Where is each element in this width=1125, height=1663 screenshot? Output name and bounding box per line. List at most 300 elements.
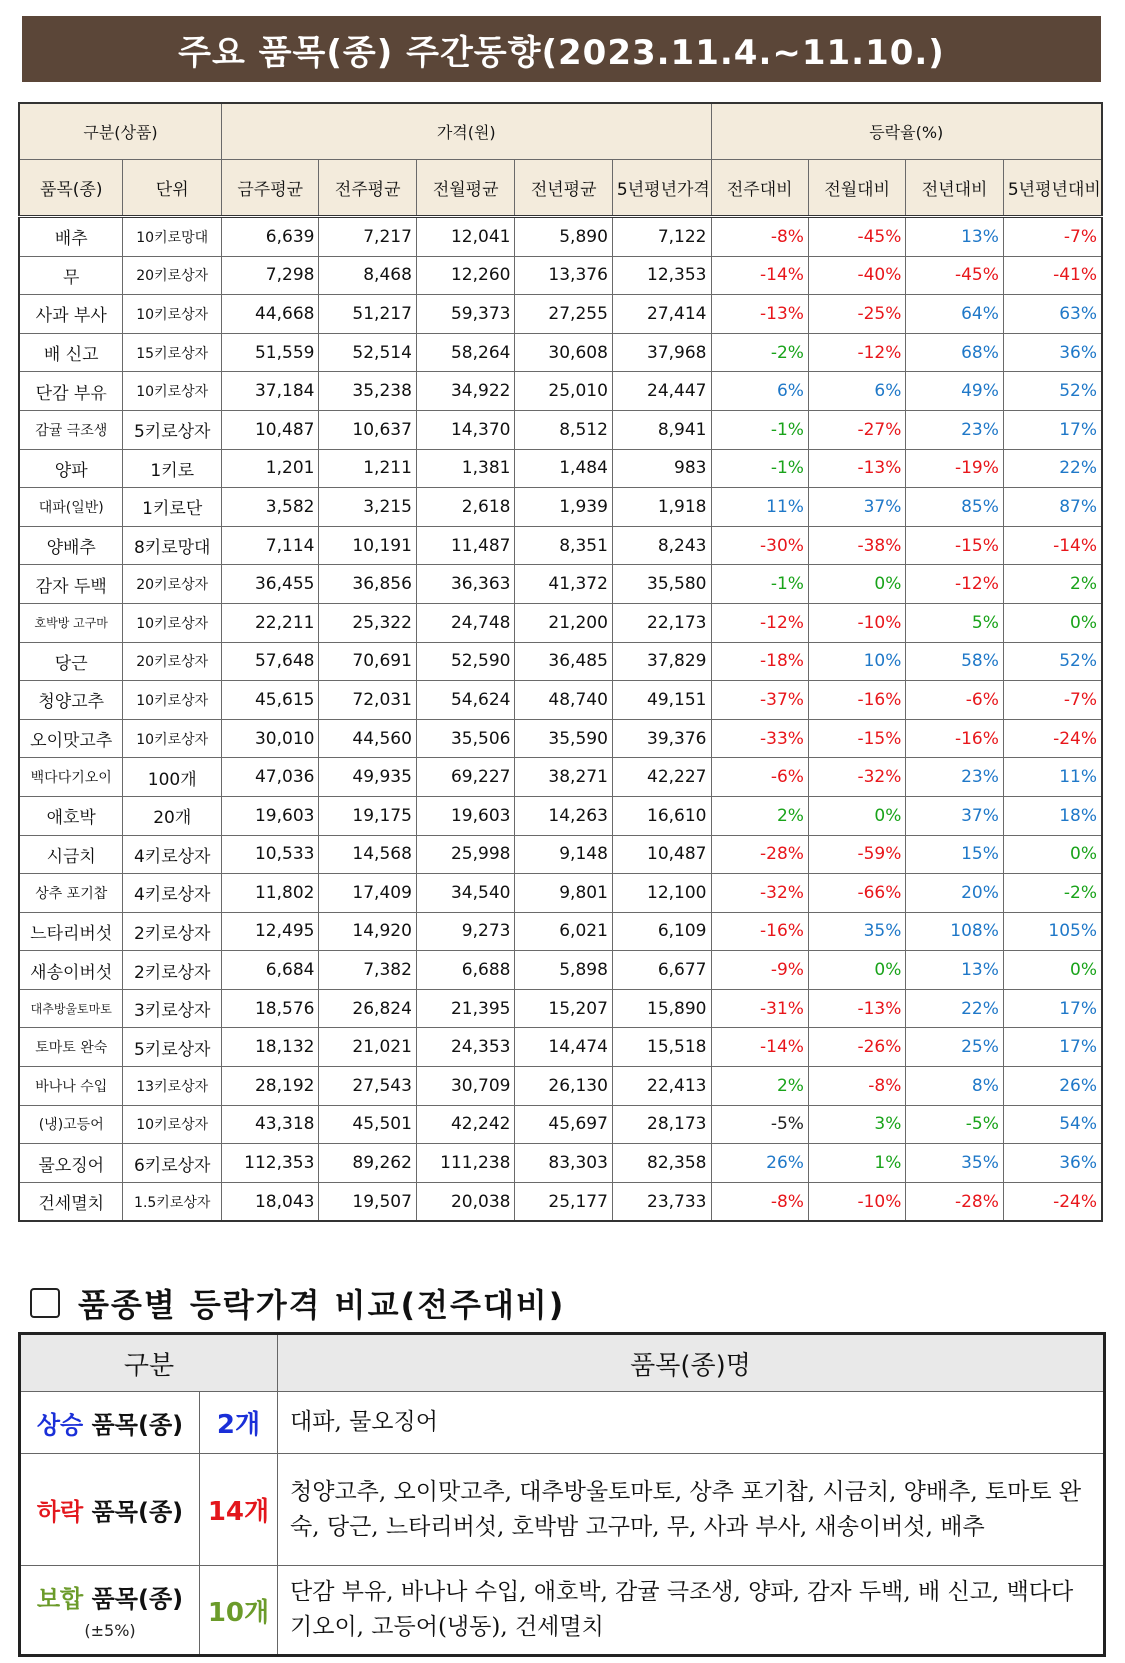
column-header: 품목(종) — [19, 160, 123, 217]
price-cell: 25,010 — [515, 372, 612, 411]
item-name: 토마토 완숙 — [19, 1028, 123, 1067]
price-cell: 21,021 — [319, 1028, 416, 1067]
price-cell: 3,582 — [222, 488, 319, 527]
price-cell: 21,200 — [515, 603, 612, 642]
column-header: 금주평균 — [222, 160, 319, 217]
table-row — [19, 526, 1102, 565]
rate-cell: -26% — [808, 1028, 905, 1067]
price-cell: 11,487 — [416, 526, 515, 565]
rate-cell: 37% — [906, 796, 1003, 835]
price-cell: 6,684 — [222, 951, 319, 990]
price-cell: 1,211 — [319, 449, 416, 488]
item-unit: 10키로상자 — [123, 295, 222, 334]
report-title: 주요 품목(종) 주간동향(2023.11.4.~11.10.) — [22, 16, 1101, 82]
item-name: 대추방울토마토 — [19, 989, 123, 1028]
price-cell: 26,130 — [515, 1067, 612, 1106]
item-unit: 10키로상자 — [123, 719, 222, 758]
price-cell: 6,639 — [222, 217, 319, 257]
rate-cell: -14% — [1003, 526, 1102, 565]
table-row — [19, 410, 1102, 449]
item-unit: 13키로상자 — [123, 1067, 222, 1106]
price-cell: 2,618 — [416, 488, 515, 527]
price-cell: 7,298 — [222, 256, 319, 295]
rate-cell: -18% — [711, 642, 808, 681]
price-cell: 44,668 — [222, 295, 319, 334]
rate-cell: 68% — [906, 333, 1003, 372]
item-name: 감자 두백 — [19, 565, 123, 604]
price-cell: 6,109 — [612, 912, 711, 951]
rate-cell: -24% — [1003, 719, 1102, 758]
column-header: 전월평균 — [416, 160, 515, 217]
price-cell: 1,484 — [515, 449, 612, 488]
rate-cell: -32% — [808, 758, 905, 797]
price-cell: 9,273 — [416, 912, 515, 951]
rate-cell: -13% — [808, 989, 905, 1028]
price-cell: 42,227 — [612, 758, 711, 797]
rate-cell: 0% — [808, 951, 905, 990]
price-cell: 22,211 — [222, 603, 319, 642]
item-name: 상추 포기찹 — [19, 874, 123, 913]
price-cell: 49,935 — [319, 758, 416, 797]
rate-cell: -8% — [711, 217, 808, 257]
price-cell: 10,487 — [222, 410, 319, 449]
price-cell: 19,603 — [416, 796, 515, 835]
rate-cell: -13% — [711, 295, 808, 334]
rate-cell: 25% — [906, 1028, 1003, 1067]
rate-cell: 17% — [1003, 410, 1102, 449]
price-cell: 45,697 — [515, 1105, 612, 1144]
item-unit: 1.5키로상자 — [123, 1182, 222, 1221]
price-cell: 49,151 — [612, 681, 711, 720]
price-cell: 30,608 — [515, 333, 612, 372]
price-cell: 27,414 — [612, 295, 711, 334]
rate-cell: 26% — [711, 1144, 808, 1183]
down-count: 14개 — [200, 1454, 278, 1566]
rate-cell: 64% — [906, 295, 1003, 334]
table-row — [19, 796, 1102, 835]
price-cell: 111,238 — [416, 1144, 515, 1183]
price-cell: 17,409 — [319, 874, 416, 913]
price-cell: 7,382 — [319, 951, 416, 990]
price-cell: 1,918 — [612, 488, 711, 527]
price-cell: 42,242 — [416, 1105, 515, 1144]
price-cell: 11,802 — [222, 874, 319, 913]
price-cell: 36,455 — [222, 565, 319, 604]
price-cell: 25,998 — [416, 835, 515, 874]
item-name: 당근 — [19, 642, 123, 681]
price-cell: 27,543 — [319, 1067, 416, 1106]
price-cell: 13,376 — [515, 256, 612, 295]
price-cell: 18,043 — [222, 1182, 319, 1221]
rate-cell: -10% — [808, 1182, 905, 1221]
rate-cell: -19% — [906, 449, 1003, 488]
price-cell: 14,474 — [515, 1028, 612, 1067]
flat-range-note: (±5%) — [84, 1620, 136, 1640]
rate-cell: 26% — [1003, 1067, 1102, 1106]
item-unit: 20키로상자 — [123, 642, 222, 681]
price-cell: 44,560 — [319, 719, 416, 758]
rate-cell: 108% — [906, 912, 1003, 951]
rate-cell: -28% — [906, 1182, 1003, 1221]
item-unit: 1키로단 — [123, 488, 222, 527]
price-cell: 24,353 — [416, 1028, 515, 1067]
rate-cell: 18% — [1003, 796, 1102, 835]
rate-cell: -66% — [808, 874, 905, 913]
rate-cell: -8% — [711, 1182, 808, 1221]
rate-cell: -31% — [711, 989, 808, 1028]
price-cell: 69,227 — [416, 758, 515, 797]
price-cell: 16,610 — [612, 796, 711, 835]
price-cell: 41,372 — [515, 565, 612, 604]
price-cell: 14,263 — [515, 796, 612, 835]
rate-cell: -16% — [906, 719, 1003, 758]
price-cell: 30,010 — [222, 719, 319, 758]
table-row — [19, 681, 1102, 720]
rate-cell: 22% — [906, 989, 1003, 1028]
rate-cell: -12% — [711, 603, 808, 642]
price-cell: 15,518 — [612, 1028, 711, 1067]
rate-cell: -8% — [808, 1067, 905, 1106]
item-unit: 20키로상자 — [123, 565, 222, 604]
price-cell: 12,495 — [222, 912, 319, 951]
price-cell: 8,941 — [612, 410, 711, 449]
table-row — [19, 1105, 1102, 1144]
rate-cell: 52% — [1003, 642, 1102, 681]
item-unit: 1키로 — [123, 449, 222, 488]
table-row — [19, 835, 1102, 874]
item-name: 백다다기오이 — [19, 758, 123, 797]
price-cell: 82,358 — [612, 1144, 711, 1183]
table-row — [19, 603, 1102, 642]
rate-cell: -25% — [808, 295, 905, 334]
rate-cell: 2% — [711, 1067, 808, 1106]
rate-cell: 8% — [906, 1067, 1003, 1106]
price-cell: 8,351 — [515, 526, 612, 565]
price-cell: 30,709 — [416, 1067, 515, 1106]
price-cell: 7,114 — [222, 526, 319, 565]
price-cell: 25,322 — [319, 603, 416, 642]
table-row — [19, 642, 1102, 681]
price-cell: 10,191 — [319, 526, 416, 565]
table-row — [19, 565, 1102, 604]
comparison-section-title: 품종별 등락가격 비교(전주대비) — [78, 1286, 566, 1324]
rate-cell: -59% — [808, 835, 905, 874]
item-name: 배 신고 — [19, 333, 123, 372]
rate-cell: -9% — [711, 951, 808, 990]
rate-cell: 0% — [808, 796, 905, 835]
price-cell: 19,175 — [319, 796, 416, 835]
rate-cell: -27% — [808, 410, 905, 449]
rate-cell: -1% — [711, 410, 808, 449]
table-row — [19, 719, 1102, 758]
rate-cell: -1% — [711, 565, 808, 604]
price-cell: 3,215 — [319, 488, 416, 527]
price-cell: 1,201 — [222, 449, 319, 488]
price-cell: 51,217 — [319, 295, 416, 334]
price-cell: 57,648 — [222, 642, 319, 681]
item-unit: 10키로상자 — [123, 1105, 222, 1144]
rate-cell: -15% — [808, 719, 905, 758]
item-unit: 10키로상자 — [123, 603, 222, 642]
item-name: 단감 부유 — [19, 372, 123, 411]
table-row — [19, 951, 1102, 990]
price-cell: 59,373 — [416, 295, 515, 334]
price-cell: 28,192 — [222, 1067, 319, 1106]
rate-cell: -16% — [808, 681, 905, 720]
rate-cell: 3% — [808, 1105, 905, 1144]
price-cell: 6,688 — [416, 951, 515, 990]
price-cell: 1,381 — [416, 449, 515, 488]
price-cell: 12,353 — [612, 256, 711, 295]
rate-cell: 6% — [808, 372, 905, 411]
table-row — [19, 1067, 1102, 1106]
rate-cell: -12% — [906, 565, 1003, 604]
rate-cell: 49% — [906, 372, 1003, 411]
price-cell: 14,920 — [319, 912, 416, 951]
rate-cell: 17% — [1003, 1028, 1102, 1067]
price-cell: 47,036 — [222, 758, 319, 797]
table-row — [19, 217, 1102, 257]
rate-cell: -16% — [711, 912, 808, 951]
price-cell: 24,447 — [612, 372, 711, 411]
comparison-header-items: 품목(종)명 — [278, 1334, 1105, 1392]
price-cell: 72,031 — [319, 681, 416, 720]
rate-cell: 35% — [808, 912, 905, 951]
price-cell: 54,624 — [416, 681, 515, 720]
rate-cell: 54% — [1003, 1105, 1102, 1144]
item-name: 양배추 — [19, 526, 123, 565]
flat-items: 단감 부유, 바나나 수입, 애호박, 감귤 극조생, 양파, 감자 두백, 배 신고, 백다다기오이, 고등어(냉동), 건세멸치 — [278, 1566, 1105, 1656]
price-cell: 83,303 — [515, 1144, 612, 1183]
price-cell: 37,184 — [222, 372, 319, 411]
price-cell: 20,038 — [416, 1182, 515, 1221]
rate-cell: -2% — [711, 333, 808, 372]
price-cell: 22,413 — [612, 1067, 711, 1106]
rate-cell: -7% — [1003, 681, 1102, 720]
rate-cell: 63% — [1003, 295, 1102, 334]
rate-cell: 37% — [808, 488, 905, 527]
item-name: 느타리버섯 — [19, 912, 123, 951]
item-unit: 2키로상자 — [123, 951, 222, 990]
column-header: 5년평년가격 — [612, 160, 711, 217]
column-header: 전월대비 — [808, 160, 905, 217]
flat-category-label: 보합 품목(종) (±5%) — [20, 1566, 200, 1656]
price-cell: 8,512 — [515, 410, 612, 449]
item-unit: 10키로상자 — [123, 681, 222, 720]
price-cell: 24,748 — [416, 603, 515, 642]
rate-cell: -6% — [711, 758, 808, 797]
price-cell: 6,021 — [515, 912, 612, 951]
rate-cell: 58% — [906, 642, 1003, 681]
price-cell: 35,590 — [515, 719, 612, 758]
item-unit: 4키로상자 — [123, 874, 222, 913]
rate-cell: -6% — [906, 681, 1003, 720]
item-unit: 2키로상자 — [123, 912, 222, 951]
price-cell: 51,559 — [222, 333, 319, 372]
rate-cell: 11% — [711, 488, 808, 527]
price-cell: 7,122 — [612, 217, 711, 257]
item-name: 사과 부사 — [19, 295, 123, 334]
rate-cell: -14% — [711, 256, 808, 295]
item-name: 건세멸치 — [19, 1182, 123, 1221]
item-unit: 10키로망대 — [123, 217, 222, 257]
item-unit: 4키로상자 — [123, 835, 222, 874]
rate-cell: -10% — [808, 603, 905, 642]
item-name: 오이맛고추 — [19, 719, 123, 758]
table-row — [19, 372, 1102, 411]
rate-cell: -12% — [808, 333, 905, 372]
price-cell: 36,485 — [515, 642, 612, 681]
rate-cell: 20% — [906, 874, 1003, 913]
header-group-item: 구분(상품) — [19, 103, 222, 160]
up-count: 2개 — [200, 1392, 278, 1454]
price-cell: 9,801 — [515, 874, 612, 913]
rate-cell: -28% — [711, 835, 808, 874]
rate-cell: -1% — [711, 449, 808, 488]
item-name: 물오징어 — [19, 1144, 123, 1183]
price-cell: 6,677 — [612, 951, 711, 990]
column-header: 전년평균 — [515, 160, 612, 217]
item-unit: 6키로상자 — [123, 1144, 222, 1183]
checkbox-icon — [30, 1288, 60, 1318]
item-unit: 5키로상자 — [123, 410, 222, 449]
price-cell: 22,173 — [612, 603, 711, 642]
item-name: 시금치 — [19, 835, 123, 874]
price-cell: 1,939 — [515, 488, 612, 527]
column-header: 5년평년대비 — [1003, 160, 1102, 217]
rate-cell: 13% — [906, 951, 1003, 990]
price-cell: 48,740 — [515, 681, 612, 720]
rate-cell: 15% — [906, 835, 1003, 874]
rate-cell: 85% — [906, 488, 1003, 527]
item-unit: 10키로상자 — [123, 372, 222, 411]
header-group-rate: 등락율(%) — [711, 103, 1102, 160]
price-cell: 36,856 — [319, 565, 416, 604]
price-cell: 34,922 — [416, 372, 515, 411]
table-row — [19, 1028, 1102, 1067]
rate-cell: 23% — [906, 758, 1003, 797]
rate-cell: -14% — [711, 1028, 808, 1067]
down-items: 청양고추, 오이맛고추, 대추방울토마토, 상추 포기찹, 시금치, 양배추, 토마토 완숙, 당근, 느타리버섯, 호박밤 고구마, 무, 사과 부사, 새송이버섯, 배추 — [278, 1454, 1105, 1566]
rate-cell: -40% — [808, 256, 905, 295]
item-name: 청양고추 — [19, 681, 123, 720]
rate-cell: 17% — [1003, 989, 1102, 1028]
price-cell: 28,173 — [612, 1105, 711, 1144]
table-row — [19, 256, 1102, 295]
price-cell: 35,506 — [416, 719, 515, 758]
table-row — [19, 333, 1102, 372]
rate-cell: -37% — [711, 681, 808, 720]
price-cell: 35,580 — [612, 565, 711, 604]
item-name: 바나나 수입 — [19, 1067, 123, 1106]
price-cell: 52,514 — [319, 333, 416, 372]
item-unit: 5키로상자 — [123, 1028, 222, 1067]
price-cell: 21,395 — [416, 989, 515, 1028]
rate-cell: -45% — [808, 217, 905, 257]
item-name: 호박방 고구마 — [19, 603, 123, 642]
rate-cell: -30% — [711, 526, 808, 565]
column-header: 전주대비 — [711, 160, 808, 217]
price-cell: 12,100 — [612, 874, 711, 913]
price-cell: 34,540 — [416, 874, 515, 913]
price-cell: 18,576 — [222, 989, 319, 1028]
rate-cell: -33% — [711, 719, 808, 758]
weekly-price-table — [18, 102, 1103, 1222]
rate-cell: 2% — [1003, 565, 1102, 604]
price-cell: 15,207 — [515, 989, 612, 1028]
price-cell: 983 — [612, 449, 711, 488]
price-cell: 5,890 — [515, 217, 612, 257]
price-cell: 58,264 — [416, 333, 515, 372]
price-cell: 70,691 — [319, 642, 416, 681]
item-name: 감귤 극조생 — [19, 410, 123, 449]
rate-cell: -38% — [808, 526, 905, 565]
rate-cell: 0% — [808, 565, 905, 604]
price-cell: 10,637 — [319, 410, 416, 449]
price-cell: 19,507 — [319, 1182, 416, 1221]
price-cell: 36,363 — [416, 565, 515, 604]
price-cell: 27,255 — [515, 295, 612, 334]
price-cell: 35,238 — [319, 372, 416, 411]
down-category-label: 하락 품목(종) — [20, 1454, 200, 1566]
item-name: 대파(일반) — [19, 488, 123, 527]
rate-cell: 11% — [1003, 758, 1102, 797]
rate-cell: -45% — [906, 256, 1003, 295]
rate-cell: -7% — [1003, 217, 1102, 257]
rate-cell: 22% — [1003, 449, 1102, 488]
rate-cell: -13% — [808, 449, 905, 488]
table-row — [19, 989, 1102, 1028]
item-name: 무 — [19, 256, 123, 295]
price-cell: 45,615 — [222, 681, 319, 720]
column-header: 전주평균 — [319, 160, 416, 217]
price-cell: 25,177 — [515, 1182, 612, 1221]
table-row — [19, 912, 1102, 951]
price-cell: 43,318 — [222, 1105, 319, 1144]
item-name: 애호박 — [19, 796, 123, 835]
rate-cell: -5% — [906, 1105, 1003, 1144]
table-row — [19, 449, 1102, 488]
price-cell: 5,898 — [515, 951, 612, 990]
price-cell: 19,603 — [222, 796, 319, 835]
price-cell: 9,148 — [515, 835, 612, 874]
price-cell: 23,733 — [612, 1182, 711, 1221]
table-row — [19, 1182, 1102, 1221]
column-header: 전년대비 — [906, 160, 1003, 217]
comparison-section-header — [30, 1280, 565, 1326]
price-cell: 89,262 — [319, 1144, 416, 1183]
header-group-price: 가격(원) — [222, 103, 712, 160]
table-row — [19, 758, 1102, 797]
price-cell: 26,824 — [319, 989, 416, 1028]
rate-cell: 36% — [1003, 1144, 1102, 1183]
rate-cell: 10% — [808, 642, 905, 681]
rate-cell: -24% — [1003, 1182, 1102, 1221]
price-cell: 45,501 — [319, 1105, 416, 1144]
item-name: (냉)고등어 — [19, 1105, 123, 1144]
flat-count: 10개 — [200, 1566, 278, 1656]
price-cell: 12,260 — [416, 256, 515, 295]
rate-cell: 0% — [1003, 603, 1102, 642]
price-cell: 52,590 — [416, 642, 515, 681]
column-header: 단위 — [123, 160, 222, 217]
rate-cell: 23% — [906, 410, 1003, 449]
rate-cell: 2% — [711, 796, 808, 835]
rate-cell: 13% — [906, 217, 1003, 257]
up-category-label: 상승 품목(종) — [20, 1392, 200, 1454]
item-unit: 100개 — [123, 758, 222, 797]
price-cell: 112,353 — [222, 1144, 319, 1183]
